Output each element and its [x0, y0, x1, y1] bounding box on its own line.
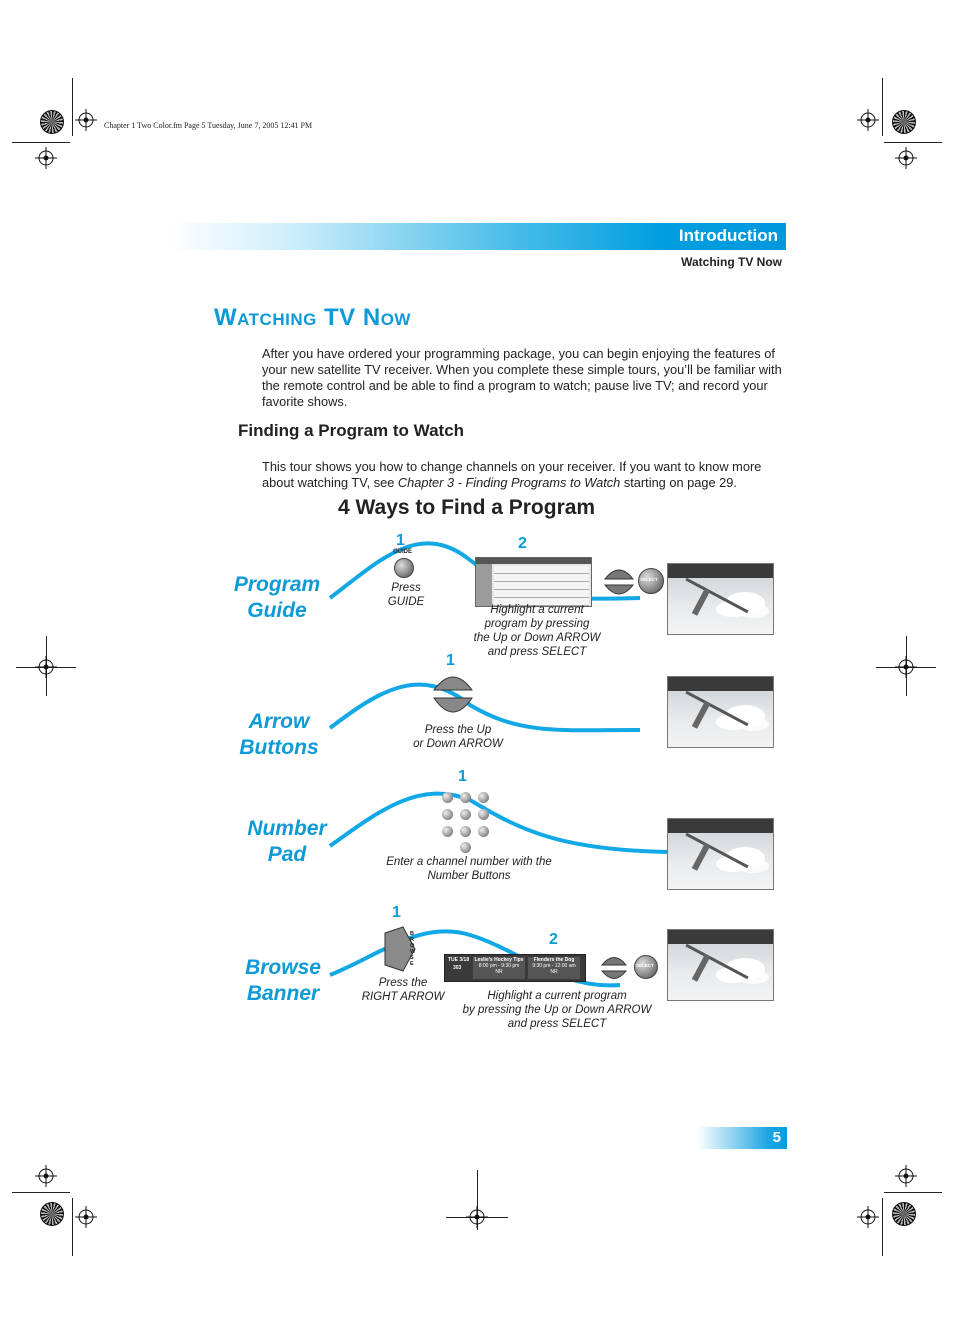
caption: Highlight a current program by pressing the Up or Down ARROW and press SELECT: [462, 990, 652, 1030]
intro-paragraph: After you have ordered your programming package, you can begin enjoying the features of your new satellite TV receiver. When you complete these simple tours, you’ll be familiar with the remote control and be able to find a program to watch; pause live TV; and record your favorite shows.: [262, 346, 782, 409]
section-heading: Finding a Program to Watch: [238, 421, 465, 440]
up-down-arrow-icon: [432, 670, 474, 720]
select-key-label: SELECT: [640, 577, 658, 582]
print-slug: Chapter 1 Two Color.fm Page 5 Tuesday, June 7, 2005 12:41 PM: [104, 121, 313, 130]
page-number-bar: [697, 1127, 787, 1149]
page-title: WATCHING TV NOW: [214, 304, 411, 331]
method-arrow-buttons: Arrow Buttons: [239, 710, 319, 759]
method-browse-banner: Browse Banner: [245, 956, 321, 1005]
banner-program-2: Flenders the Dog 9:30 pm - 12:00 am NR: [528, 957, 580, 979]
section-title: Introduction: [678, 226, 778, 245]
banner-channel: 303: [453, 965, 462, 971]
step-number: 1: [392, 904, 401, 921]
caption: Highlight a current program by pressing the Up or Down ARROW and press SELECT: [473, 604, 601, 658]
banner-program-1: Leslie's Hockey Tips 8:00 pm - 9:30 pm NR: [473, 957, 525, 979]
step-number: 2: [549, 931, 558, 948]
step-number: 2: [518, 535, 527, 552]
up-down-arrow-icon: [603, 565, 635, 599]
banner-date: TUE 3/18: [448, 957, 470, 963]
browse-banner-thumbnail: [444, 954, 586, 982]
up-down-arrow-icon: [600, 953, 628, 983]
tv-screen-thumbnail: [667, 563, 774, 635]
step-number: 1: [396, 532, 405, 549]
tv-screen-thumbnail: [667, 818, 774, 890]
tv-screen-thumbnail: [667, 676, 774, 748]
select-key-label: SELECT: [636, 963, 654, 968]
step-number: 1: [458, 768, 467, 785]
method-program-guide: Program Guide: [233, 573, 321, 622]
caption: Press GUIDE: [387, 582, 425, 608]
caption: Press the Up or Down ARROW: [413, 724, 503, 750]
guide-button-icon: [394, 558, 414, 578]
guide-key-label: GUIDE: [393, 549, 413, 555]
step-number: 1: [446, 652, 455, 669]
program-guide-thumbnail: [475, 557, 592, 607]
caption: Press the RIGHT ARROW: [361, 977, 445, 1003]
tv-screen-thumbnail: [667, 929, 774, 1001]
figure-title: 4 Ways to Find a Program: [338, 496, 596, 519]
section-paragraph: This tour shows you how to change channels on your receiver. If you want to know more about watching TV, see Chapter 3 - Finding Programs to Watch starting on page 29.: [262, 459, 762, 490]
browse-key-label: BROWSE: [410, 931, 416, 967]
caption: Enter a channel number with the Number Buttons: [386, 856, 552, 882]
running-subtitle: Watching TV Now: [681, 255, 782, 269]
page-number: 5: [772, 1129, 781, 1146]
method-number-pad: Number Pad: [247, 817, 327, 866]
